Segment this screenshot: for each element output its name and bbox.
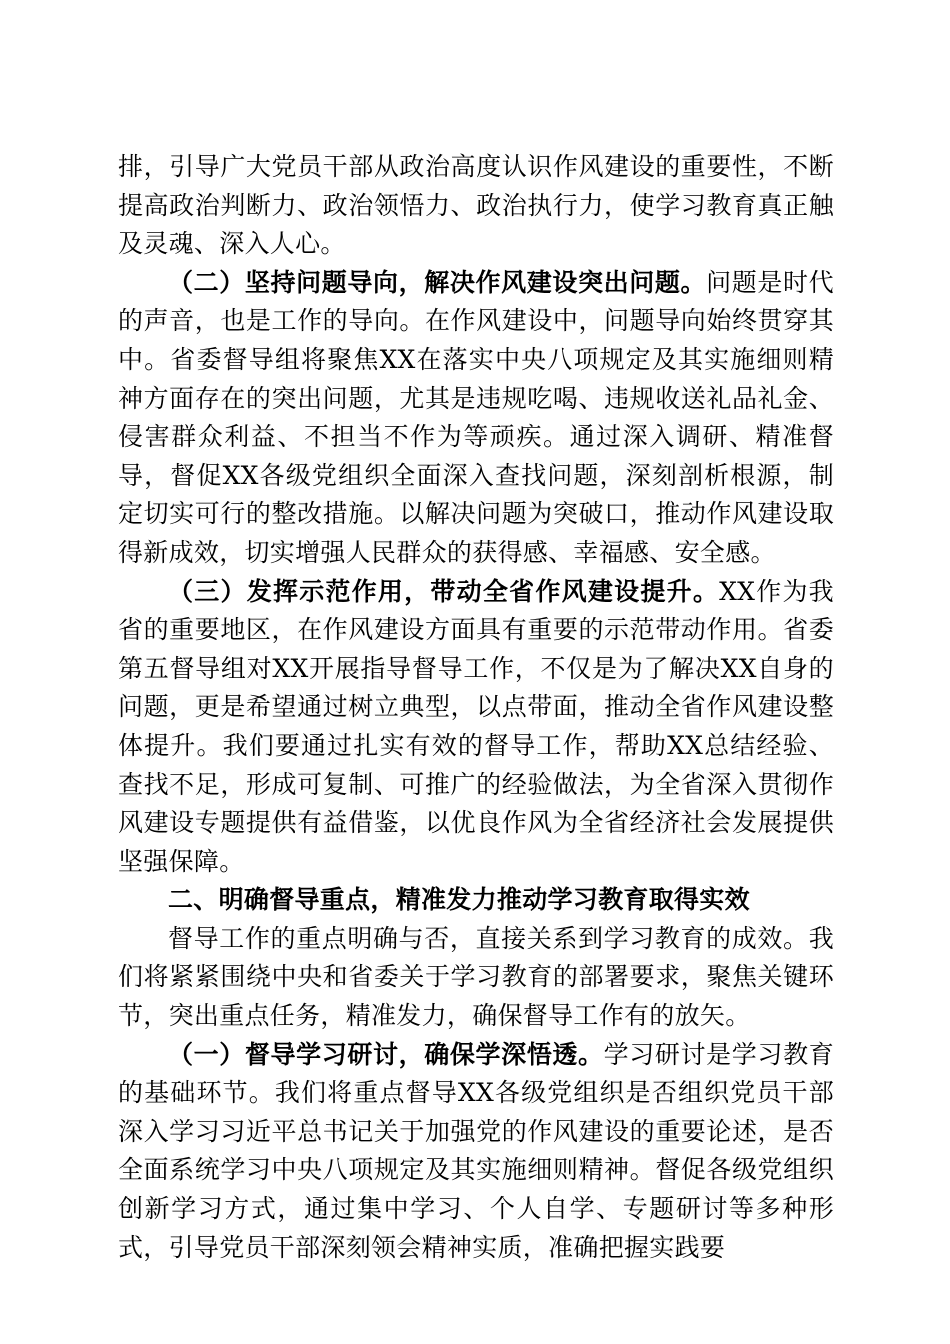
- document-page: [118, 148, 834, 1267]
- paragraph-lead: （二）坚持问题导向，解决作风建设突出问题。: [168, 267, 707, 297]
- paragraph-continuation: [118, 148, 834, 264]
- paragraph-section-intro: [118, 920, 834, 1036]
- paragraph-text: 督导工作的重点明确与否，直接关系到学习教育的成效。我们将紧紧围绕中央和省委关于学习教育的部署要求，聚焦关键环节，突出重点任务，精准发力，确保督导工作有的放矢。: [118, 923, 834, 1031]
- paragraph-demonstration-role: [118, 573, 834, 882]
- paragraph-text: 问题是时代的声音，也是工作的导向。在作风建设中，问题导向始终贯穿其中。省委督导组将聚焦XX在落实中央八项规定及其实施细则精神方面存在的突出问题，尤其是违规吃喝、违规收送礼品礼金、侵害群众利益、不担当不作为等顽疾。通过深入调研、精准督导，督促XX各级党组织全面深入查找问题，深刻剖析根源，制定切实可行的整改措施。以解决问题为突破口，推动作风建设取得新成效，切实增强人民群众的获得感、幸福感、安全感。: [118, 267, 834, 567]
- paragraph-problem-orientation: [118, 264, 834, 573]
- paragraph-text: 排，引导广大党员干部从政治高度认识作风建设的重要性，不断提高政治判断力、政治领悟力、政治执行力，使学习教育真正触及灵魂、深入人心。: [118, 152, 834, 259]
- section-heading: 二、明确督导重点，精准发力推动学习教育取得实效: [168, 885, 750, 915]
- paragraph-text: 学习研讨是学习教育的基础环节。我们将重点督导XX各级党组织是否组织党员干部深入学习习近平总书记关于加强党的作风建设的重要论述，是否全面系统学习中央八项规定及其实施细则精神。督促各级党组织创新学习方式，通过集中学习、个人自学、专题研讨等多种形式，引导党员干部深刻领会精神实质，准确把握实践要: [118, 1039, 834, 1262]
- paragraph-lead: （三）发挥示范作用，带动全省作风建设提升。: [168, 576, 720, 606]
- paragraph-study-discussion: [118, 1036, 834, 1268]
- paragraph-text: XX作为我省的重要地区，在作风建设方面具有重要的示范带动作用。省委第五督导组对XX开展指导督导工作，不仅是为了解决XX自身的问题，更是希望通过树立典型，以点带面，推动全省作风建设整体提升。我们要通过扎实有效的督导工作，帮助XX总结经验、查找不足，形成可复制、可推广的经验做法，为全省深入贯彻作风建设专题提供有益借鉴，以优良作风为全省经济社会发展提供坚强保障。: [118, 576, 834, 876]
- paragraph-lead: （一）督导学习研讨，确保学深悟透。: [168, 1039, 604, 1069]
